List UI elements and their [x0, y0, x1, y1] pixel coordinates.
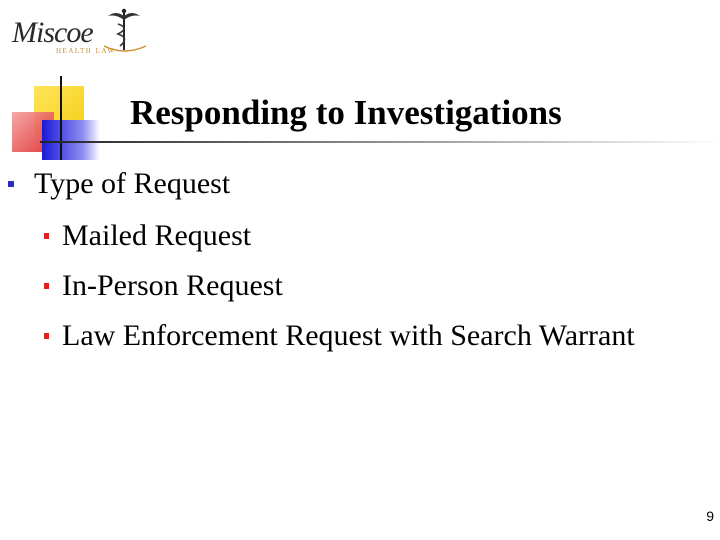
decor-vertical-line [60, 76, 62, 160]
bullet-text: Type of Request [34, 167, 231, 200]
title-underline [40, 141, 720, 143]
slide-title: Responding to Investigations [130, 93, 562, 132]
sub-bullet-text: Mailed Request [62, 219, 252, 252]
title-decoration [0, 76, 110, 166]
square-bullet-icon [8, 181, 14, 187]
square-bullet-icon [44, 283, 49, 289]
company-logo [8, 6, 148, 58]
logo-script-text: Miscoe [12, 16, 93, 49]
square-bullet-icon [44, 233, 49, 239]
sub-bullet-text: In-Person Request [62, 269, 283, 302]
square-bullet-icon [44, 333, 49, 339]
sub-bullet-text: Law Enforcement Request with Search Warrant [62, 319, 635, 352]
logo-subtitle: HEALTH LAW [56, 47, 116, 55]
page-number: 9 [706, 508, 714, 524]
decor-blue-square [42, 120, 100, 160]
